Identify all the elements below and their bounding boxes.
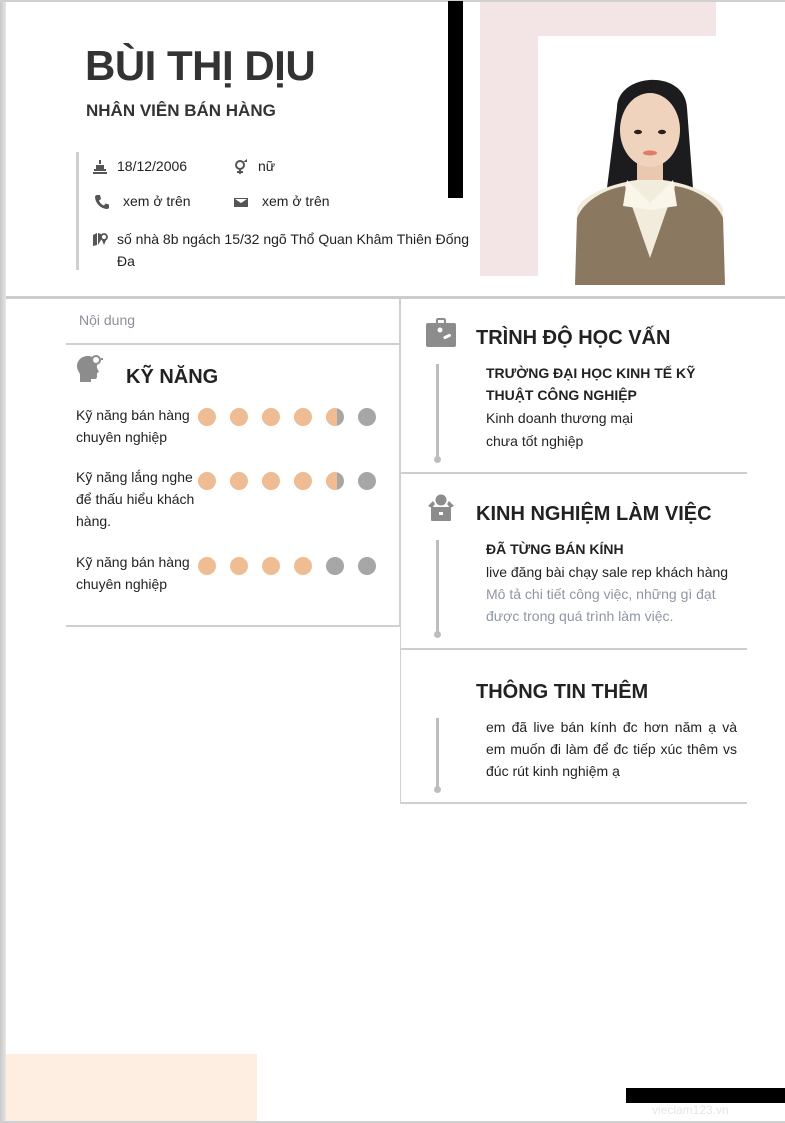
phone-row bbox=[93, 193, 191, 211]
rating-dot-half bbox=[326, 472, 344, 490]
rating-dot-filled bbox=[262, 557, 280, 575]
column-divider-lower bbox=[400, 626, 401, 804]
rating-dot-filled bbox=[294, 557, 312, 575]
rating-dot-filled bbox=[262, 408, 280, 426]
education-school: TRƯỜNG ĐẠI HỌC KINH TẾ KỸ THUẬT CÔNG NGHIỆP bbox=[486, 365, 696, 403]
rating-dot-empty bbox=[326, 557, 344, 575]
briefcase-icon bbox=[425, 318, 457, 348]
rating-dot-filled bbox=[230, 472, 248, 490]
birthday-row bbox=[91, 158, 187, 176]
address-row bbox=[91, 228, 486, 272]
experience-divider bbox=[401, 648, 747, 650]
gender-row bbox=[232, 158, 275, 176]
skill-label: Kỹ năng bán hàng chuyên nghiệp bbox=[76, 554, 190, 592]
column-divider bbox=[399, 299, 401, 626]
decorative-peach-block bbox=[6, 1054, 257, 1121]
page-left-shadow bbox=[0, 0, 6, 1123]
additional-divider bbox=[401, 802, 747, 804]
watermark: vieclam123.vn bbox=[652, 1103, 729, 1117]
header-divider bbox=[6, 296, 785, 299]
email-value: xem ở trên bbox=[262, 193, 330, 209]
candidate-name: BÙI THỊ DỊU bbox=[85, 42, 316, 89]
left-section-divider bbox=[66, 343, 400, 345]
contact-info-box bbox=[76, 152, 489, 270]
skill-label: Kỹ năng bán hàng chuyên nghiệp bbox=[76, 407, 190, 445]
experience-description[interactable]: Mô tả chi tiết công việc, những gì đạt được trong quá trình làm việc. bbox=[486, 586, 716, 624]
content-placeholder[interactable]: Nội dung bbox=[79, 312, 136, 328]
skill-rating bbox=[198, 472, 376, 490]
education-title: TRÌNH ĐỘ HỌC VẤN bbox=[476, 327, 671, 349]
additional-info-text: em đã live bán kính đc hơn năm ạ và em muốn đi làm để đc tiếp xúc thêm vs đúc rút kinh nghiệm ạ bbox=[486, 719, 737, 779]
education-status: chưa tốt nghiệp bbox=[486, 433, 584, 449]
person-laptop-icon bbox=[425, 494, 457, 522]
rating-dot-empty bbox=[358, 472, 376, 490]
education-major: Kinh doanh thương mại bbox=[486, 410, 633, 426]
rating-dot-filled bbox=[230, 408, 248, 426]
decorative-footer-bar bbox=[626, 1088, 785, 1103]
head-lightbulb-icon bbox=[74, 352, 106, 384]
additional-info-title: THÔNG TIN THÊM bbox=[476, 681, 649, 703]
envelope-icon bbox=[232, 193, 250, 211]
experience-position: ĐÃ TỪNG BÁN KÍNH bbox=[486, 541, 624, 557]
phone-icon bbox=[93, 193, 111, 211]
rating-dot-filled bbox=[198, 408, 216, 426]
email-row bbox=[232, 193, 330, 211]
gender-icon bbox=[232, 158, 250, 176]
skill-rating bbox=[198, 408, 376, 426]
skill-label: Kỹ năng lắng nghe để thấu hiểu khách hàng. bbox=[76, 469, 195, 529]
birthday-value: 18/12/2006 bbox=[117, 158, 188, 174]
rating-dot-filled bbox=[198, 557, 216, 575]
left-section-bottom-divider bbox=[66, 625, 400, 627]
education-divider bbox=[401, 472, 747, 474]
gender-value: nữ bbox=[258, 158, 276, 174]
rating-dot-filled bbox=[198, 472, 216, 490]
skills-title: KỸ NĂNG bbox=[126, 366, 219, 388]
skill-rating bbox=[198, 557, 376, 575]
rating-dot-filled bbox=[230, 557, 248, 575]
experience-timeline bbox=[436, 540, 439, 633]
phone-value: xem ở trên bbox=[123, 193, 191, 209]
rating-dot-empty bbox=[358, 408, 376, 426]
map-marker-icon bbox=[91, 230, 109, 248]
rating-dot-filled bbox=[294, 472, 312, 490]
decorative-pink-frame-top bbox=[480, 2, 716, 36]
rating-dot-filled bbox=[294, 408, 312, 426]
profile-photo bbox=[565, 58, 733, 285]
rating-dot-filled bbox=[262, 472, 280, 490]
rating-dot-half bbox=[326, 408, 344, 426]
rating-dot-empty bbox=[358, 557, 376, 575]
decorative-black-bar bbox=[448, 1, 463, 198]
decorative-pink-frame-left bbox=[480, 36, 538, 276]
experience-summary: live đăng bài chạy sale rep khách hàng bbox=[486, 564, 729, 580]
birthday-cake-icon bbox=[91, 158, 109, 176]
profile-photo-illustration bbox=[565, 58, 733, 285]
address-value: số nhà 8b ngách 15/32 ngõ Thổ Quan Khâm Thiên Đống Đa bbox=[117, 231, 470, 269]
additional-timeline bbox=[436, 718, 439, 788]
experience-title: KINH NGHIỆM LÀM VIỆC bbox=[476, 503, 712, 525]
education-timeline bbox=[436, 364, 439, 458]
job-title: NHÂN VIÊN BÁN HÀNG bbox=[86, 101, 276, 120]
